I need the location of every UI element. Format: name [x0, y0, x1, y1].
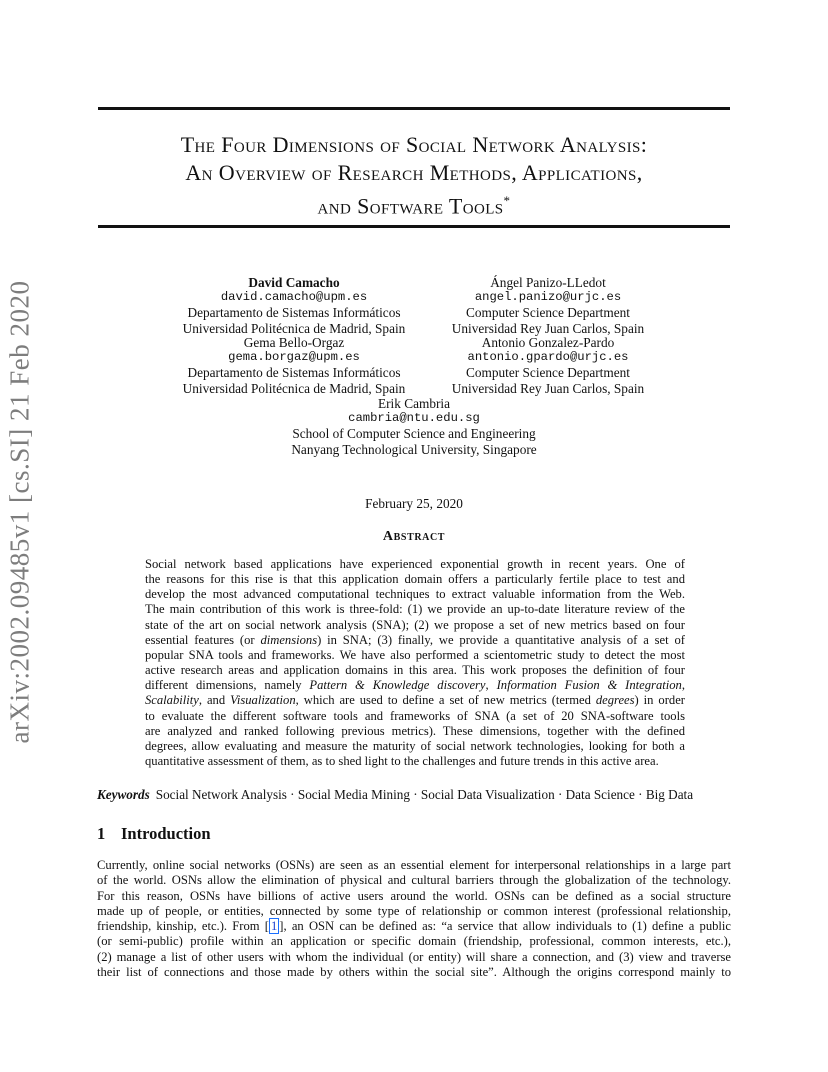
author-gema-bello [164, 335, 424, 396]
title-line-1: The Four Dimensions of Social Network Analysis: [180, 132, 648, 157]
author-angel-panizo [434, 275, 662, 336]
author-email[interactable]: cambria@ntu.edu.sg [348, 411, 480, 426]
keywords-text: Social Network Analysis · Social Media Mining · Social Data Visualization · Data Science · Big Data [155, 787, 694, 802]
author-department: Departamento de Sistemas Informáticos [187, 365, 401, 381]
section-title: Introduction [121, 824, 211, 843]
author-institution: Universidad Rey Juan Carlos, Spain [451, 320, 645, 336]
section-heading-introduction [97, 824, 211, 844]
abstract-line: popular SNA tools and frameworks. We have also performed a scientometric study to detect the most [145, 647, 685, 662]
abstract-line: quantitative assessment of them, as to shed light to the challenges and future trends in this active area. [145, 754, 659, 769]
introduction-text [97, 858, 731, 980]
body-line: (2) manage a list of other users with whom the individual (or entity) will share a connection, and (3) view and traverse [97, 949, 731, 964]
author-name: Gema Bello-Orgaz [243, 335, 345, 350]
author-department: School of Computer Science and Engineering [292, 426, 536, 442]
body-line: their list of connections and those made by others within the social site”. Although the origins correspond mainly to [97, 965, 731, 980]
author-department: Departamento de Sistemas Informáticos [187, 305, 401, 321]
abstract-line: to evaluate the different software tools and frameworks of SNA (a set of 20 SNA-software tools [145, 708, 685, 723]
author-department: Computer Science Department [466, 365, 630, 381]
arxiv-identifier: arXiv:2002.09485v1 [cs.SI] 21 Feb 2020 [4, 280, 35, 744]
abstract-line: Scalability, and Visualization, which are used to define a set of new metrics (termed degrees) in order [145, 693, 685, 708]
author-name: Antonio Gonzalez-Pardo [481, 335, 615, 350]
title-bottom-rule [98, 225, 730, 228]
abstract-line: are analyzed and ranked following previous metrics). These dimensions, together with the defined [145, 723, 685, 738]
author-institution: Universidad Politécnica de Madrid, Spain [182, 320, 406, 336]
author-email[interactable]: angel.panizo@urjc.es [474, 290, 622, 305]
body-line: friendship, kinship, etc.). From [ 1 ], an OSN can be defined as: “a service that allow individuals to (1) define a public [97, 919, 731, 934]
body-line: Currently, online social networks (OSNs) are seen as an essential element for interpersonal relationships in a large part [97, 858, 731, 872]
section-number: 1 [97, 824, 106, 843]
abstract-line: essential features (or dimensions) in SNA; (3) finally, we provide a quantitative analysis of a set of [145, 632, 685, 647]
author-antonio-gonzalez [434, 335, 662, 396]
abstract-line: degrees, allow evaluating and measure the maturity of social network technologies, looking for both a [145, 738, 685, 753]
abstract-line: different dimensions, namely Pattern & Knowledge discovery, Information Fusion & Integration, [145, 678, 686, 693]
author-email[interactable]: antonio.gpardo@urjc.es [467, 350, 629, 365]
author-name: Ángel Panizo-LLedot [490, 275, 606, 290]
author-institution: Universidad Politécnica de Madrid, Spain [182, 380, 406, 396]
abstract-line: state of the art on social network analysis (SNA); (2) we propose a set of new metrics based on four [145, 617, 685, 632]
title-line-3: and Software Tools* [317, 193, 511, 219]
paper-date: February 25, 2020 [365, 496, 463, 511]
keywords-label: Keywords [97, 787, 150, 802]
keywords [97, 787, 693, 803]
body-line: of the world. OSNs allow the elimination of physical and cultural barriers through the globalization of the technology. [97, 873, 731, 888]
title-line-2: An Overview of Research Methods, Applications, [185, 160, 643, 185]
abstract-line: develop the most advanced computational techniques to extract valuable information from the Web. [145, 587, 685, 602]
body-line: made up of people, or entities, connected by some type of relationship or common interest (professional relationship, [97, 903, 731, 918]
author-institution: Nanyang Technological University, Singapore [291, 441, 537, 457]
abstract-line: active research areas and application domains in this area. This work proposes the definition of four [145, 663, 685, 678]
title-top-rule [98, 107, 730, 110]
author-institution: Universidad Rey Juan Carlos, Spain [451, 380, 645, 396]
citation-link[interactable]: 1 [270, 919, 278, 934]
abstract-body [145, 557, 685, 769]
author-david-camacho [164, 275, 424, 336]
abstract-line: The main contribution of this work is three-fold: (1) we provide an up-to-date literature review of the [145, 602, 685, 617]
abstract-heading: Abstract [382, 529, 446, 544]
body-line: For this reason, OSNs have billions of active users around the world. OSNs can be defined as a social structure [97, 888, 731, 903]
title-footnote-mark: * [503, 193, 511, 208]
body-line: (or semi-public) profile within an application or specific domain (friendship, professional, common interests, etc.), [97, 934, 731, 949]
abstract-line: Social network based applications have experienced exponential growth in recent years. One of [145, 557, 685, 571]
author-email[interactable]: david.camacho@upm.es [220, 290, 368, 305]
author-name: David Camacho [248, 275, 340, 290]
abstract-line: the reasons for this rise is that this application domain offers a particularly fertile place to test and [145, 572, 685, 587]
author-email[interactable]: gema.borgaz@upm.es [228, 350, 360, 365]
paper-title [98, 131, 730, 220]
author-erik-cambria [264, 396, 564, 457]
author-department: Computer Science Department [466, 305, 630, 321]
author-name: Erik Cambria [377, 396, 450, 411]
